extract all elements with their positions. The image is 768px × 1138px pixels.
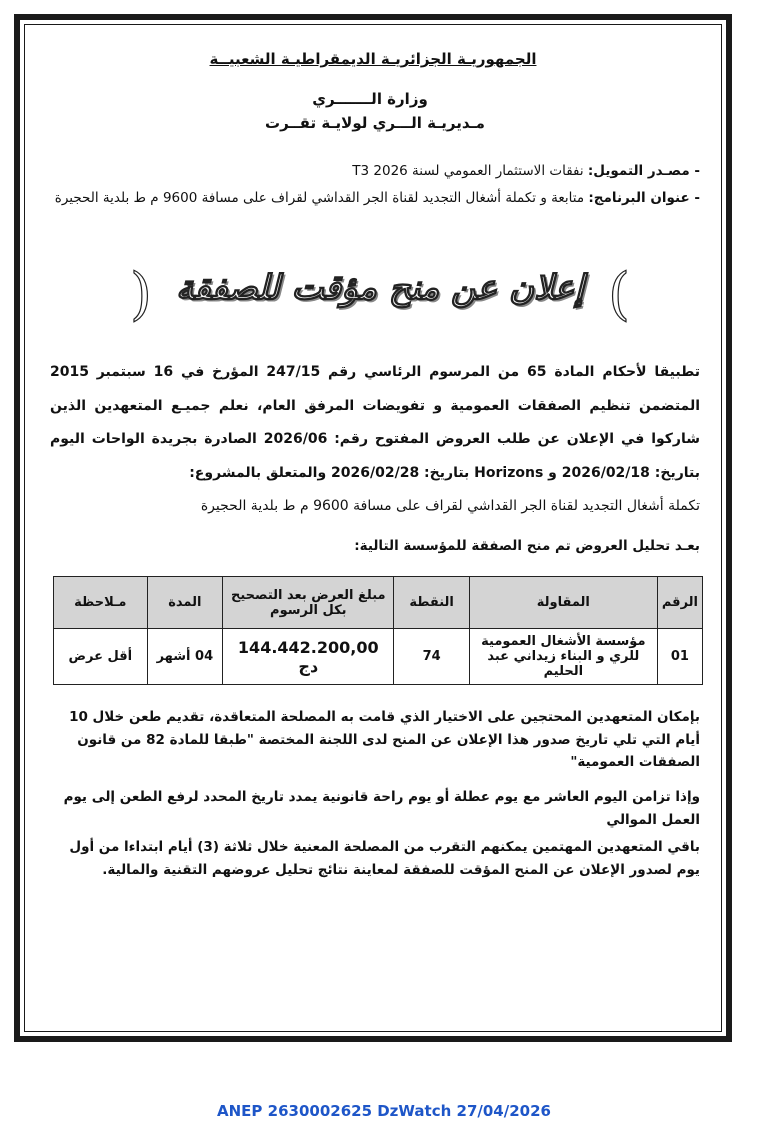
republic-heading: الجمهوريـة الجزائريـة الديمقراطيـة الشعبيــة (209, 50, 537, 68)
funding-label: - مصـدر التمويل: (587, 163, 700, 179)
ministry-heading: وزارة الـــــــري (312, 90, 428, 108)
cell-amount: 144.442.200,00 دج (223, 629, 394, 685)
announcement-title: إعلان عن منح مؤقت للصفقة (175, 268, 585, 308)
program-value: متابعة و تكملة أشغال التجديد لقناة الجر القداشي لقراف على مسافة 9600 م ط بلدية الحجيرة (54, 190, 585, 206)
intro-paragraph: تطبيقا لأحكام المادة 65 من المرسوم الرئاسي رقم 247/15 المؤرخ في 16 سبتمبر 2015 المتضمن تنظيم الصفقات العمومية و تفويضات المرفق العام، نعلم جميـع المتعهدين الذين شاركوا في الإعلان عن طلب العروض المفتوح رقم: 2026/06 الصادرة بجريدة الواحات اليوم بتاريخ: 2026/02/18 و Horizons بتاريخ: 2026/02/28 والمتعلق بالمشروع: (50, 364, 701, 481)
project-description: تكملة أشغال التجديد لقناة الجر القداشي لقراف على مسافة 9600 م ط بلدية الحجيرة (200, 498, 700, 514)
table-row (54, 629, 703, 685)
banner-bracket-left: ) (130, 262, 152, 327)
header-score: النقطة (394, 577, 469, 629)
header-company: المقاولة (469, 577, 657, 629)
header-duration: المدة (147, 577, 223, 629)
header-remark: مـلاحظة (54, 577, 148, 629)
funding-source (40, 160, 700, 182)
announcement-banner (130, 262, 630, 332)
program-label: - عنوان البرنامج: (588, 190, 700, 206)
directorate-heading: مـديريـة الـــري لولايـة تقــرت (265, 114, 485, 132)
header-number: الرقم (657, 577, 702, 629)
cell-duration: 04 أشهر (147, 629, 223, 685)
publication-reference: ANEP 2630002625 DzWatch 27/04/2026 (217, 1102, 551, 1120)
header-amount: مبلغ العرض بعد التصحيح بكل الرسوم (223, 577, 394, 629)
cell-company: مؤسسة الأشغال العمومية للري و البناء زيداني عبد الحليم (469, 629, 657, 685)
program-title (40, 187, 700, 209)
funding-value: نفقات الاستثمار العمومي لسنة 2026 T3 (352, 163, 584, 179)
cell-number: 01 (657, 629, 702, 685)
appeal-paragraph: بإمكان المتعهدين المحتجين على الاختيار الذي قامت به المصلحة المتعاقدة، تقديم طعن خلال 10 أيام التي تلي تاريخ صدور هذا الإعلان عن المنح لدى اللجنة المختصة "طبقا للمادة 82 من قانون الصفقات العمومية" (69, 709, 700, 770)
award-table-header-row (54, 577, 703, 629)
award-table (53, 576, 703, 685)
cell-remark: أقل عرض (54, 629, 148, 685)
remaining-bidders-paragraph: باقي المتعهدين المهتمين يمكنهم التقرب من المصلحة المعنية خلال ثلاثة (3) أيام ابتداءا من أول يوم لصدور الإعلان عن المنح المؤقت للصفقة لمعاينة نتائج تحليل عروضهم التقنية والمالية. (69, 839, 700, 878)
award-intro-line: بعـد تحليل العروض تم منح الصفقة للمؤسسة التالية: (354, 538, 700, 554)
holiday-paragraph: وإذا تزامن اليوم العاشر مع يوم عطلة أو يوم راحة قانونية يمدد تاريخ المحدد لرفع الطعن إلى يوم العمل الموالي (63, 789, 700, 828)
cell-score: 74 (394, 629, 469, 685)
banner-bracket-right: ( (608, 262, 630, 327)
